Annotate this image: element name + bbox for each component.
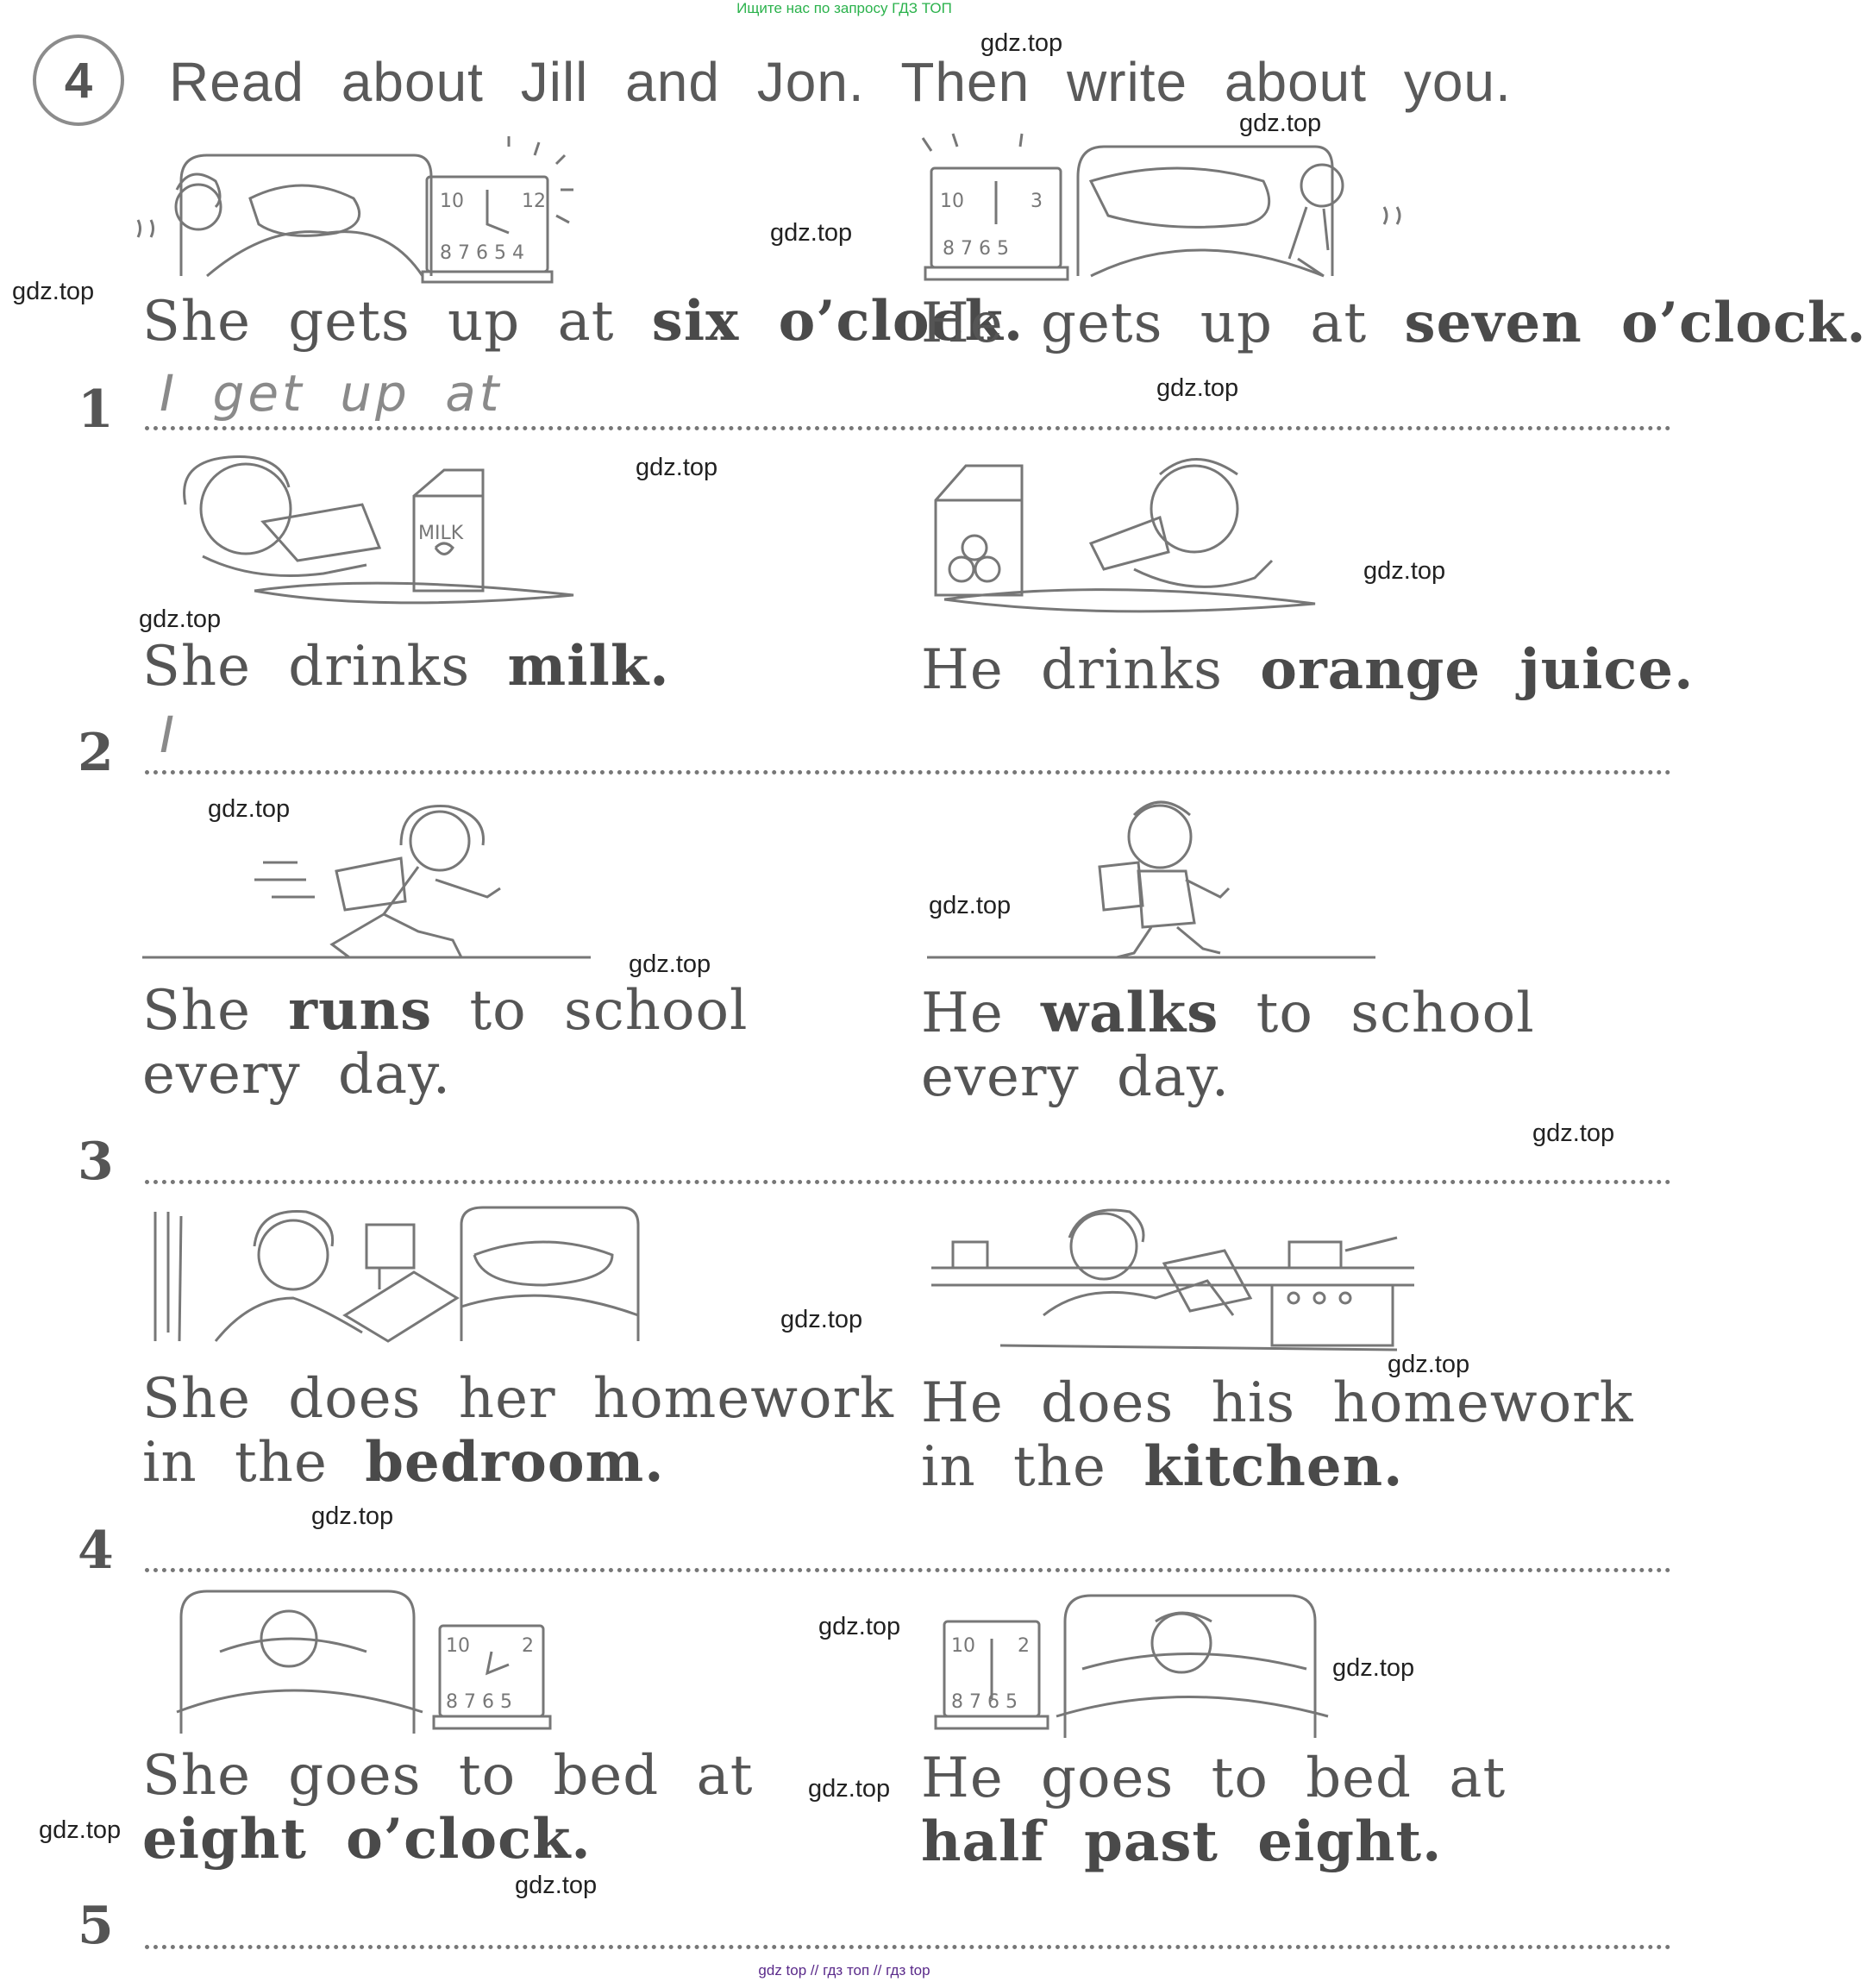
caption-jill-2 [142,635,669,699]
caption-jill-4 [142,1367,894,1495]
answer-number-4: 4 [78,1521,114,1581]
watermark: gdz.top [818,1613,901,1640]
caption-jill-5 [142,1744,753,1872]
caption-line-2 [921,1810,1506,1874]
svg-text:8 7 6 5 4: 8 7 6 5 4 [440,242,524,264]
caption-plain: in the [142,1431,366,1495]
caption-jon-4 [921,1371,1633,1499]
answer-line-2[interactable] [145,770,1671,775]
caption-line-1: He goes to bed at [921,1747,1507,1810]
caption-plain: to school [432,979,749,1043]
answer-number-1: 1 [78,379,114,440]
illustration-jon-wakes-up [918,129,1419,289]
exercise-number: 4 [64,52,93,109]
caption-line-1: She does her homework [142,1367,894,1431]
handwritten-answer-1: I get up at [160,364,503,423]
caption-plain: She drinks [142,635,508,699]
caption-line-2 [142,1431,894,1495]
watermark: gdz.top [980,29,1063,57]
caption-plain: He gets up at [921,292,1405,355]
watermark: gdz.top [780,1306,863,1333]
handwritten-answer-2: I [160,706,179,764]
caption-line-1 [142,979,748,1043]
caption-jon-2 [921,638,1694,702]
svg-text:8 7 6 5: 8 7 6 5 [446,1691,512,1713]
watermark: gdz.top [12,278,95,305]
caption-bold: half past eight. [921,1809,1443,1874]
illustration-jill-wakes-up [129,129,578,285]
svg-text:8 7 6 5: 8 7 6 5 [951,1691,1018,1713]
caption-line-2: every day. [142,1043,452,1107]
svg-text:12: 12 [522,191,546,212]
watermark: gdz.top [515,1872,598,1899]
watermark: gdz.top [39,1816,122,1844]
svg-text:2: 2 [1018,1635,1030,1657]
top-banner[interactable]: Ищите нас по запросу ГДЗ ТОП [736,0,952,16]
answer-line-3[interactable] [145,1180,1671,1184]
caption-line-2 [142,1808,753,1872]
caption-line-1: She goes to bed at [142,1744,754,1808]
caption-bold: bedroom. [365,1430,665,1495]
caption-line-2 [921,1435,1633,1499]
caption-bold: seven o’clock. [1404,291,1867,355]
answer-line-1[interactable] [145,426,1671,430]
caption-jon-5 [921,1747,1506,1874]
svg-text:10: 10 [940,191,964,212]
caption-bold: runs [288,978,433,1043]
answer-number-5: 5 [78,1896,114,1956]
watermark: gdz.top [139,605,222,633]
caption-bold: walks [1041,981,1219,1045]
caption-jill-3 [142,979,748,1107]
illustration-jon-homework-kitchen [931,1203,1414,1358]
watermark: gdz.top [629,950,711,978]
illustration-jill-homework-bedroom [147,1203,647,1354]
caption-bold: six o’clock. [651,289,1024,354]
answer-number-3: 3 [78,1132,114,1192]
watermark: gdz.top [929,892,1012,919]
exercise-instruction: Read about Jill and Jon. Then write about you. [169,51,1512,113]
caption-bold: kitchen. [1143,1434,1404,1499]
milk-carton-label: MILK [418,523,464,544]
caption-jon-3 [921,981,1535,1109]
footer-links[interactable]: gdz top // гдз топ // гдз top [758,1962,930,1979]
caption-plain: She [142,979,289,1043]
caption-bold: eight o’clock. [142,1807,592,1872]
illustration-jon-walks [927,793,1375,966]
svg-text:3: 3 [1031,191,1043,212]
svg-text:2: 2 [522,1635,534,1657]
illustration-jill-goes-to-bed [168,1583,565,1742]
caption-plain: She gets up at [142,290,652,354]
illustration-jon-drinks-juice [918,448,1324,621]
watermark: gdz.top [311,1502,394,1530]
caption-line-2: every day. [921,1045,1231,1109]
svg-text:10: 10 [446,1635,470,1657]
svg-text:10: 10 [951,1635,975,1657]
watermark: gdz.top [1363,557,1446,585]
watermark: gdz.top [1388,1351,1470,1378]
answer-line-4[interactable] [145,1568,1671,1572]
caption-bold: orange juice. [1260,637,1695,702]
watermark: gdz.top [1239,110,1322,137]
illustration-jon-goes-to-bed [927,1587,1341,1742]
exercise-number-badge [33,34,124,126]
watermark: gdz.top [1156,374,1239,402]
watermark: gdz.top [636,454,718,481]
watermark: gdz.top [208,795,291,823]
caption-jon-1 [921,291,1867,355]
illustration-jill-drinks-milk [151,444,582,608]
caption-plain: He [921,981,1042,1045]
watermark: gdz.top [1332,1654,1415,1682]
watermark: gdz.top [808,1775,891,1803]
svg-text:8 7 6 5: 8 7 6 5 [943,238,1009,260]
answer-line-5[interactable] [145,1945,1671,1949]
svg-text:10: 10 [440,191,464,212]
caption-jill-1 [142,289,1024,354]
caption-plain: in the [921,1435,1144,1499]
caption-plain: He drinks [921,638,1261,702]
caption-line-1: He does his homework [921,1371,1634,1435]
watermark: gdz.top [1532,1119,1615,1147]
caption-bold: milk. [507,634,670,699]
watermark: gdz.top [770,219,853,247]
caption-plain: to school [1219,981,1535,1045]
caption-line-1 [921,981,1535,1045]
answer-number-2: 2 [78,723,114,783]
